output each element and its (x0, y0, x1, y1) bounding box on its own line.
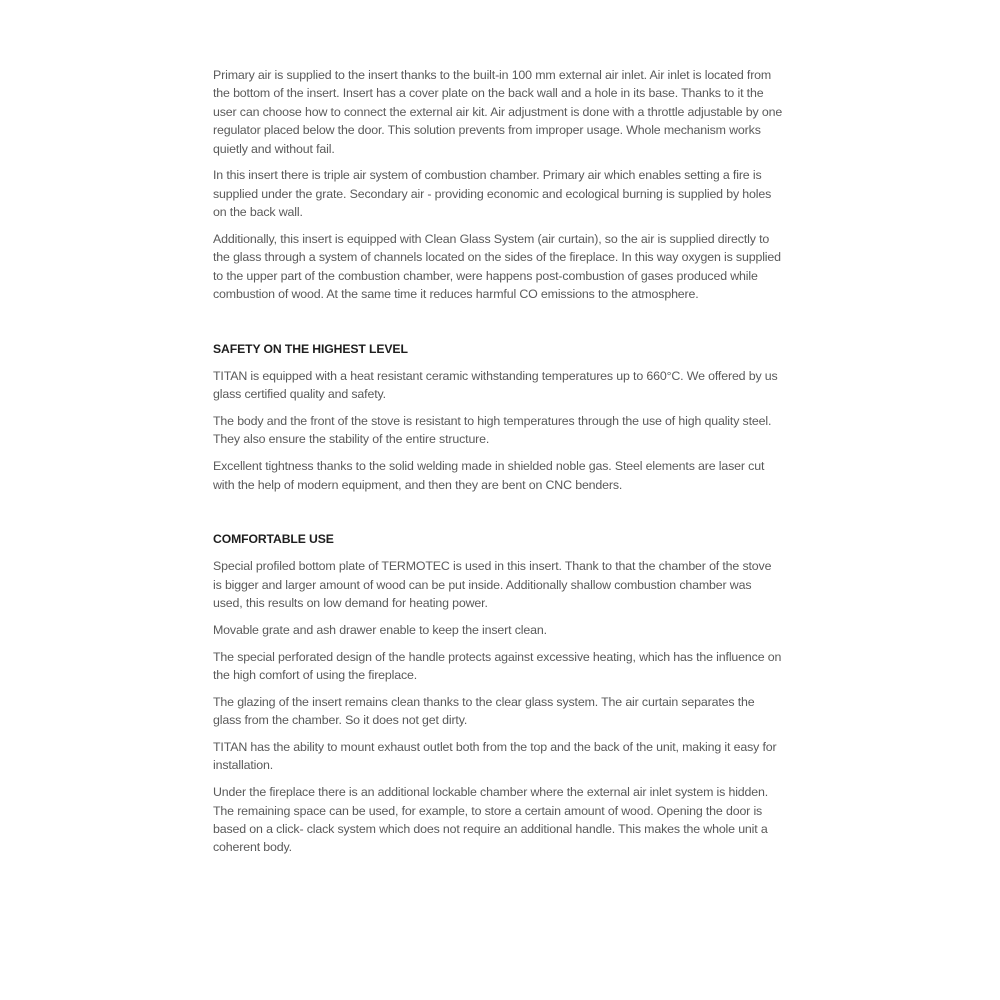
paragraph: Primary air is supplied to the insert thanks to the built-in 100 mm external air inlet. Air inlet is located from the bottom of the insert. Insert has a cover plate on the back wall and a hole in its base. Thanks to it the user can choose how to connect the external air kit. Air adjustment is done with a throttle adjustable by one regulator placed below the door. This solution prevents from improper usage. Whole mechanism works quietly and without fail. (213, 68, 783, 156)
document-page (213, 66, 783, 865)
paragraph: TITAN has the ability to mount exhaust outlet both from the top and the back of the unit, making it easy for installation. (213, 740, 777, 773)
paragraph: The glazing of the insert remains clean thanks to the clear glass system. The air curtain separates the glass from the chamber. So it does not get dirty. (213, 694, 755, 728)
safety-section (213, 340, 783, 494)
paragraph: The special perforated design of the handle protects against excessive heating, which has the influence on the high comfort of using the fireplace. (213, 649, 782, 683)
paragraph: Additionally, this insert is equipped with Clean Glass System (air curtain), so the air is supplied directly to the glass through a system of channels located on the sides of the fireplace. In this way oxygen is supplied to the upper part of the combustion chamber, were happens post-combustion of gases produced while combustion of wood. At the same time it reduces harmful CO emissions to the atmosphere. (213, 232, 781, 302)
paragraph: The body and the front of the stove is resistant to high temperatures through the use of high quality steel. They also ensure the stability of the entire structure. (213, 414, 772, 447)
paragraph: Under the fireplace there is an additional lockable chamber where the external air inlet system is hidden. The remaining space can be used, for example, to store a certain amount of wood. Opening the door is based on a click- clack system which does not require an additional handle. This makes the whole unit a coherent body. (213, 785, 769, 855)
paragraph: Movable grate and ash drawer enable to keep the insert clean. (213, 622, 547, 637)
section-heading: SAFETY ON THE HIGHEST LEVEL (213, 342, 408, 357)
paragraph: In this insert there is triple air system of combustion chamber. Primary air which enables setting a fire is supplied under the grate. Secondary air - providing economic and ecological burning is supplied by holes on the back wall. (213, 168, 772, 220)
section-heading: COMFORTABLE USE (213, 532, 334, 547)
paragraph: Excellent tightness thanks to the solid welding made in shielded noble gas. Steel elements are laser cut with the help of modern equipment, and then they are bent on CNC benders. (213, 459, 765, 492)
section-spacer (213, 312, 783, 340)
comfort-section (213, 530, 783, 856)
paragraph: TITAN is equipped with a heat resistant ceramic withstanding temperatures up to 660°C. We offered by us glass certified quality and safety. (213, 368, 778, 402)
paragraph: Special profiled bottom plate of TERMOTEC is used in this insert. Thank to that the chamber of the stove is bigger and larger amount of wood can be put inside. Additionally shallow combustion chamber was used, this results on low demand for heating power. (213, 559, 772, 611)
section-spacer (213, 502, 783, 530)
intro-section (213, 66, 783, 304)
